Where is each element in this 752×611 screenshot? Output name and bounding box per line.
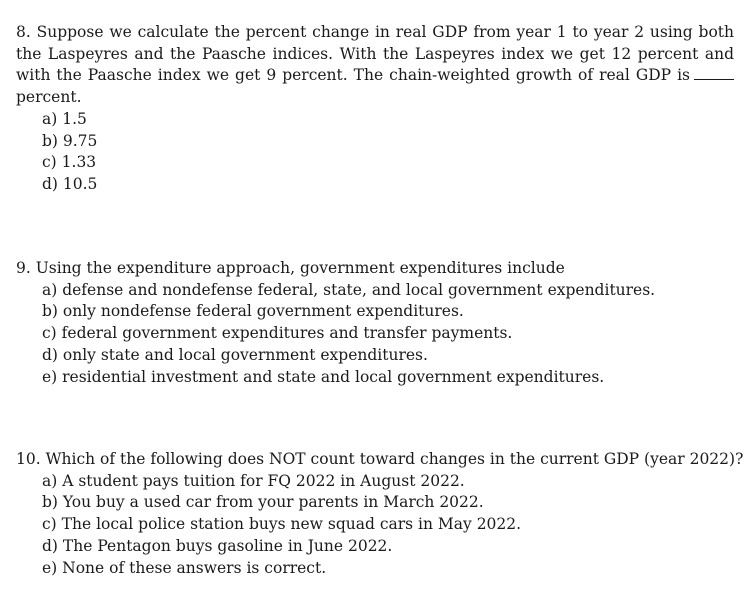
answer-blank: [694, 65, 734, 80]
option-10b: b) You buy a used car from your parents in March 2022.: [42, 493, 484, 512]
question-8-stem-line-2: the Laspeyres and the Paasche indices. With the Laspeyres index we get 12 percent and: [16, 44, 734, 63]
question-8-stem: [16, 22, 734, 109]
option-10a: a) A student pays tuition for FQ 2022 in August 2022.: [42, 471, 465, 490]
option-9a: a) defense and nondefense federal, state, and local government expenditures.: [42, 280, 656, 299]
question-9-options: [16, 280, 734, 389]
question-10-options: [16, 471, 734, 580]
option-10c: c) The local police station buys new squad cars in May 2022.: [42, 515, 522, 534]
option-9e: e) residential investment and state and local government expenditures.: [42, 367, 605, 386]
question-8-stem-line-1: 8. Suppose we calculate the percent change in real GDP from year 1 to year 2 using both: [16, 23, 734, 41]
option-9c: c) federal government expenditures and transfer payments.: [42, 324, 513, 343]
question-8-stem-line-4: percent.: [16, 88, 82, 107]
option-9b: b) only nondefense federal government expenditures.: [42, 302, 464, 321]
question-10-stem: 10. Which of the following does NOT count toward changes in the current GDP (year 2022)?: [16, 450, 744, 468]
option-8d: d) 10.5: [42, 174, 98, 193]
option-10d: d) The Pentagon buys gasoline in June 2022.: [42, 536, 393, 555]
option-8c: c) 1.33: [42, 153, 97, 172]
option-9d: d) only state and local government expenditures.: [42, 345, 428, 364]
question-8-stem-line-3: with the Paasche index we get 9 percent. The chain-weighted growth of real GDP is: [16, 66, 690, 85]
question-8-stem-line-3-wrap: [16, 65, 734, 87]
option-10e: e) None of these answers is correct.: [42, 558, 327, 577]
question-9: [16, 258, 734, 388]
option-8b: b) 9.75: [42, 131, 98, 150]
question-8: [16, 22, 734, 196]
question-10: [16, 449, 744, 579]
question-8-options: [16, 109, 734, 196]
option-8a: a) 1.5: [42, 109, 87, 128]
question-9-stem: 9. Using the expenditure approach, government expenditures include: [16, 259, 565, 277]
